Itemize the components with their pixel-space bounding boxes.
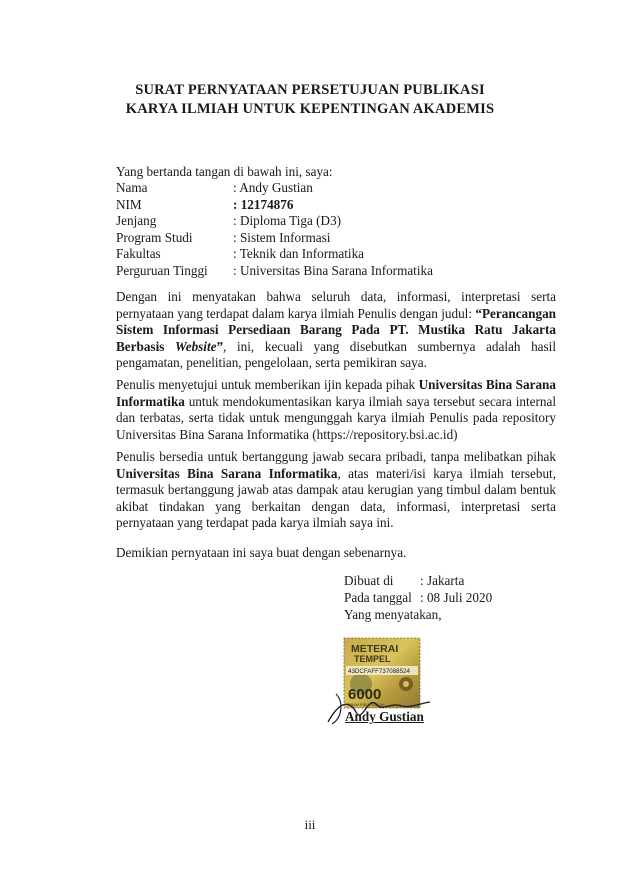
paragraph-text: Penulis menyetujui untuk memberikan ijin kepada pihak xyxy=(116,377,419,392)
paragraph-text: , ini, kecuali yang disebutkan sumbernya adalah hasil pengamatan, penelitian, pengelolaan, serta pemikiran saya. xyxy=(116,338,556,370)
field-label: Program Studi xyxy=(116,229,193,245)
thesis-title-end: ” xyxy=(216,338,224,354)
field-label: Perguruan Tinggi xyxy=(116,262,208,278)
field-label: Fakultas xyxy=(116,246,161,261)
field-value: : Diploma Tiga (D3) xyxy=(233,213,342,228)
intro-text: Yang bertanda tangan di bawah ini, saya: xyxy=(116,164,333,179)
field-value: : Universitas Bina Sarana Informatika xyxy=(233,262,433,278)
field-row-perguruan-tinggi xyxy=(116,263,433,280)
field-row-jenjang xyxy=(116,213,433,230)
stamp-text-meterai: METERAI xyxy=(351,643,399,655)
field-label: Nama xyxy=(116,180,148,195)
field-value: : Teknik dan Informatika xyxy=(233,246,365,261)
place-label: Dibuat di xyxy=(344,573,394,588)
field-value: : Andy Gustian xyxy=(233,180,313,195)
field-label: NIM xyxy=(116,196,142,212)
field-value: : 12174876 xyxy=(233,196,294,212)
paragraph-text: Penulis bersedia untuk bertanggung jawab secara pribadi, tanpa melibatkan pihak xyxy=(116,449,556,464)
stamp-code: 43DCFAFF737088524 xyxy=(348,668,410,675)
statement-label: Yang menyatakan, xyxy=(344,607,442,622)
paragraph-publication-consent xyxy=(116,377,556,443)
identity-table xyxy=(116,180,433,279)
paragraph-text: untuk mendokumentasikan karya ilmiah saya tersebut secara internal dan terbatas, serta tidak untuk mengunggah karya ilmiah Penulis pada repository Universitas Bina Sarana Informatika (https://repository.bsi.ac.id) xyxy=(116,393,556,442)
stamp-text-tempel: TEMPEL xyxy=(354,654,391,664)
thesis-title-italic: Website xyxy=(174,338,217,354)
field-row-nim xyxy=(116,197,433,214)
date-value: : 08 Juli 2020 xyxy=(420,589,493,605)
stamp-currency: ENAM RIBU RUPIAH xyxy=(348,703,385,707)
document-title-line-2: KARYA ILMIAH UNTUK KEPENTINGAN AKADEMIS xyxy=(125,101,495,117)
university-name: Universitas Bina Sarana Informatika xyxy=(116,377,556,409)
paragraph-closing: Demikian pernyataan ini saya buat dengan sebenarnya. xyxy=(116,545,407,560)
field-row-nama xyxy=(116,180,433,197)
paragraph-text: Dengan ini menyatakan bahwa seluruh data, informasi, interpretasi serta pernyataan yang terdapat dalam karya ilmiah Penulis dengan judul: xyxy=(116,289,556,321)
university-name: Universitas Bina Sarana Informatika xyxy=(116,465,338,481)
signer-name: Andy Gustian xyxy=(345,709,424,724)
paragraph-text: , atas materi/isi karya ilmiah tersebut, termasuk bertanggung jawab atas dampak atau kerugian yang timbul dalam bentuk akibat tindakan yang berkaitan dengan data, informasi, interpretasi serta pernyataan yang terdapat pada karya ilmiah saya ini. xyxy=(116,465,556,530)
date-label: Pada tanggal xyxy=(344,589,412,605)
field-value: : Sistem Informasi xyxy=(233,229,331,245)
field-row-program-studi xyxy=(116,230,433,247)
place-value: : Jakarta xyxy=(420,573,465,588)
document-title-line-1: SURAT PERNYATAAN PERSETUJUAN PUBLIKASI xyxy=(135,82,485,98)
field-label: Jenjang xyxy=(116,213,157,228)
thesis-title: “Perancangan Sistem Informasi Persediaan Barang Pada PT. Mustika Ratu Jakarta Berbasis xyxy=(116,305,556,354)
page-number: iii xyxy=(304,817,316,832)
stamp-amount: 6000 xyxy=(348,686,382,703)
field-row-fakultas xyxy=(116,246,433,263)
signature-info xyxy=(344,573,492,606)
paragraph-responsibility xyxy=(116,449,556,532)
paragraph-statement xyxy=(116,289,556,372)
